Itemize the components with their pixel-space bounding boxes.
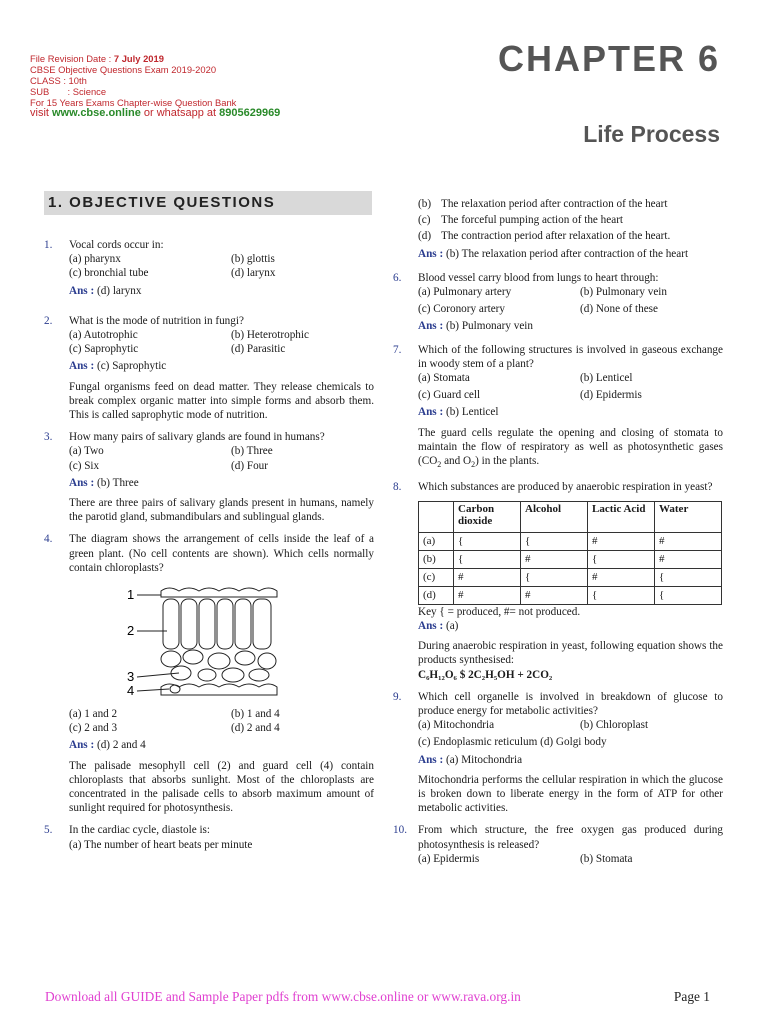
option-d: (d) larynx: [231, 267, 276, 280]
table-cell: {: [521, 568, 588, 586]
option-a: (a) Stomata: [418, 372, 470, 385]
table-cell: {: [588, 550, 655, 568]
table-cell: (b): [419, 550, 454, 568]
answer-text: (b) Lenticel: [443, 406, 499, 419]
question-text: Which of the following structures is involved in gaseous exchange in woody stem of a plant?: [418, 343, 723, 370]
option-d: (d) Parasitic: [231, 343, 286, 356]
option-a: (a) Mitochondria: [418, 719, 495, 732]
answer-text: (d) larynx: [94, 284, 142, 297]
exam-line: CBSE Objective Questions Exam 2019-2020: [30, 64, 217, 75]
subscript: 2: [437, 460, 442, 470]
question-number: 8.: [393, 481, 402, 494]
table-row: [419, 532, 722, 550]
table-row: [419, 586, 722, 604]
chemical-equation: C₆H₁₂O₆ $ 2C₂H₅OH + 2CO₂: [418, 668, 553, 681]
download-footer-link[interactable]: Download all GUIDE and Sample Paper pdfs from www.cbse.online or www.rava.org.in: [45, 989, 521, 1004]
revision-label: File Revision Date :: [30, 53, 114, 64]
leaf-cell-diagram: [69, 583, 374, 707]
question-10: [393, 823, 723, 866]
table-header: Water: [655, 501, 722, 532]
question-5-continued: [393, 197, 723, 261]
explanation: Mitochondria performs the cellular respiration in which the glucose is broken down to liberate energy in the form of ATP for other metabolic activities.: [418, 773, 723, 815]
question-number: 10.: [393, 824, 407, 837]
option-c-text: The forceful pumping action of the heart: [441, 214, 624, 227]
answer-label: Ans :: [418, 320, 444, 333]
table-key: Key { = produced, #= not produced.: [418, 605, 581, 618]
table-cell: (c): [419, 568, 454, 586]
explanation: [418, 426, 723, 473]
option-c: (c): [418, 214, 431, 227]
question-text: The diagram shows the arrangement of cells inside the leaf of a green plant. (No cell contents are shown). Which cells normally contain chloroplasts?: [69, 533, 374, 574]
answer-label: Ans :: [418, 753, 444, 766]
site-link[interactable]: www.cbse.online: [52, 107, 141, 119]
question-number: 1.: [44, 239, 53, 251]
visit-mid: or whatsapp at: [140, 107, 220, 119]
explanation: During anaerobic respiration in yeast, following equation shows the products synthesised:: [418, 640, 723, 667]
option-b: (b): [418, 198, 432, 210]
option-c: (c) Coronory artery: [418, 303, 505, 316]
question-text: Blood vessel carry blood from lungs to heart through:: [418, 271, 659, 284]
diagram-label-4: 4: [127, 683, 135, 699]
question-number: 9.: [393, 690, 402, 703]
option-c: (c) 2 and 3: [69, 722, 118, 735]
table-cell: {: [521, 532, 588, 550]
answer-label: Ans :: [418, 406, 444, 419]
option-d: (d) None of these: [580, 303, 658, 316]
option-c: (c) Saprophytic: [69, 343, 139, 356]
question-text: Which substances are produced by anaerobic respiration in yeast?: [418, 481, 713, 494]
table-cell: {: [588, 586, 655, 604]
table-cell: #: [521, 550, 588, 568]
chapter-title: Life Process: [583, 121, 720, 147]
visit-prefix: visit: [30, 107, 52, 119]
question-number: 7.: [393, 343, 402, 356]
option-b: (b) Pulmonary vein: [580, 286, 667, 299]
table-cell: (d): [419, 586, 454, 604]
question-text: What is the mode of nutrition in fungi?: [69, 314, 244, 327]
question-5: [44, 823, 374, 851]
table-header-row: [419, 501, 722, 532]
table-cell: #: [588, 568, 655, 586]
table-cell: #: [655, 550, 722, 568]
question-6: [393, 271, 723, 334]
table-cell: {: [655, 586, 722, 604]
explanation-part: The guard cells regulate the opening and closing of stomata to maintain the flow of respiratory as well as photosynthetic gases (CO: [418, 426, 723, 468]
option-d: (d) 2 and 4: [231, 722, 280, 735]
table-cell: {: [454, 550, 521, 568]
option-c: (c) bronchial tube: [69, 267, 149, 280]
answer-text: (b) Three: [94, 476, 139, 489]
question-2: [44, 314, 374, 422]
explanation: The palisade mesophyll cell (2) and guard cell (4) contain chloroplasts that absorbs sunlight. Most of the chloroplasts are concentrated in the palisade cells to absorb maximum amount of sunlight required for photosynthesis.: [69, 759, 374, 815]
option-a: (a) The number of heart beats per minute: [69, 838, 253, 851]
question-number: 6.: [393, 271, 402, 284]
answer-text: (c) Saprophytic: [94, 360, 167, 373]
diagram-label-1: 1: [127, 587, 135, 603]
table-header: Alcohol: [521, 501, 588, 532]
option-b: (b) glottis: [231, 253, 275, 266]
subject-line: SUB : Science: [30, 86, 107, 97]
answer-label: Ans :: [69, 284, 95, 297]
option-c: (c) Six: [69, 459, 100, 472]
question-1: [44, 238, 374, 298]
option-a: (a) Autotrophic: [69, 329, 138, 342]
phone-number: 8905629969: [219, 107, 281, 119]
answer-text: (b) The relaxation period after contraction of the heart: [443, 247, 689, 260]
table-cell: #: [521, 586, 588, 604]
option-d: (d) Epidermis: [580, 389, 642, 402]
answer-label: Ans :: [69, 360, 95, 373]
option-a: (a) Two: [69, 445, 104, 458]
table-cell: #: [655, 532, 722, 550]
option-a: (a) Epidermis: [418, 852, 480, 865]
table-header: Carbon dioxide: [454, 501, 521, 532]
table-cell: {: [655, 568, 722, 586]
explanation: Fungal organisms feed on dead matter. They release chemicals to break complex organic matter into simple forms and absorb them. This is called saprophytic mode of nutrition.: [69, 380, 374, 422]
substances-table: [418, 501, 722, 605]
table-header: Lactic Acid: [588, 501, 655, 532]
bank-line: For 15 Years Exams Chapter-wise Question Bank: [30, 97, 237, 108]
right-column: [393, 197, 723, 866]
subscript: 2: [471, 460, 476, 470]
answer-label: Ans :: [69, 739, 95, 752]
option-b: (b) Stomata: [580, 852, 633, 865]
table-cell: #: [588, 532, 655, 550]
question-text: Which cell organelle is involved in breakdown of glucose to produce energy for metabolic activities?: [418, 690, 723, 717]
question-number: 2.: [44, 314, 53, 327]
table-cell: #: [454, 586, 521, 604]
table-row: [419, 550, 722, 568]
left-column: [44, 238, 374, 852]
answer-text: (a) Mitochondria: [443, 753, 523, 766]
diagram-label-3: 3: [127, 669, 135, 685]
question-number: 3.: [44, 431, 53, 444]
option-b: (b) 1 and 4: [231, 708, 280, 721]
answer-label: Ans :: [418, 247, 444, 260]
answer-label: Ans :: [69, 476, 95, 489]
question-text: From which structure, the free oxygen gas produced during photosynthesis is released?: [418, 824, 723, 851]
chapter-heading: CHAPTER 6: [497, 38, 720, 79]
explanation-part: and O: [441, 455, 472, 468]
option-b: (b) Heterotrophic: [231, 329, 309, 342]
answer-text: (a): [443, 619, 459, 632]
question-text: How many pairs of salivary glands are found in humans?: [69, 431, 325, 444]
option-b: (b) Chloroplast: [580, 719, 649, 732]
page-number: Page 1: [673, 989, 710, 1004]
question-9: [393, 690, 723, 816]
question-number: 5.: [44, 824, 53, 837]
answer-text: (d) 2 and 4: [94, 739, 146, 752]
option-d: (d): [418, 230, 432, 243]
question-8: [393, 480, 723, 681]
explanation-part: ) in the plants.: [475, 455, 540, 468]
option-c-d: (c) Endoplasmic reticulum (d) Golgi body: [418, 736, 607, 749]
leaf-cross-section-figure: [69, 583, 289, 707]
table-row: [419, 568, 722, 586]
question-text: Vocal cords occur in:: [69, 239, 164, 251]
option-b: (b) Three: [231, 445, 273, 458]
table-header: [419, 501, 454, 532]
revision-date: 7 July 2019: [113, 53, 164, 64]
option-a: (a) Pulmonary artery: [418, 286, 512, 299]
option-b: (b) Lenticel: [580, 372, 633, 385]
class-line: CLASS : 10th: [30, 75, 87, 86]
option-c: (c) Guard cell: [418, 389, 481, 402]
explanation: There are three pairs of salivary glands present in humans, namely the parotid gland, submandibulars and sublingual glands.: [69, 497, 374, 524]
section-heading: 1. OBJECTIVE QUESTIONS: [44, 191, 372, 215]
table-cell: {: [454, 532, 521, 550]
answer-text: (b) Pulmonary vein: [443, 320, 533, 333]
question-4: [44, 532, 374, 815]
diagram-label-2: 2: [127, 623, 135, 639]
option-d: (d) Four: [231, 459, 268, 472]
table-cell: #: [454, 568, 521, 586]
option-b-text: The relaxation period after contraction of the heart: [441, 198, 668, 210]
option-d-text: The contraction period after relaxation of the heart.: [441, 230, 671, 243]
question-text: In the cardiac cycle, diastole is:: [69, 824, 211, 837]
question-7: [393, 343, 723, 473]
file-meta: [30, 53, 280, 119]
option-a: (a) 1 and 2: [69, 708, 118, 721]
question-number: 4.: [44, 533, 53, 546]
question-3: [44, 430, 374, 524]
option-a: (a) pharynx: [69, 253, 121, 266]
answer-label: Ans :: [418, 619, 444, 632]
table-cell: (a): [419, 532, 454, 550]
